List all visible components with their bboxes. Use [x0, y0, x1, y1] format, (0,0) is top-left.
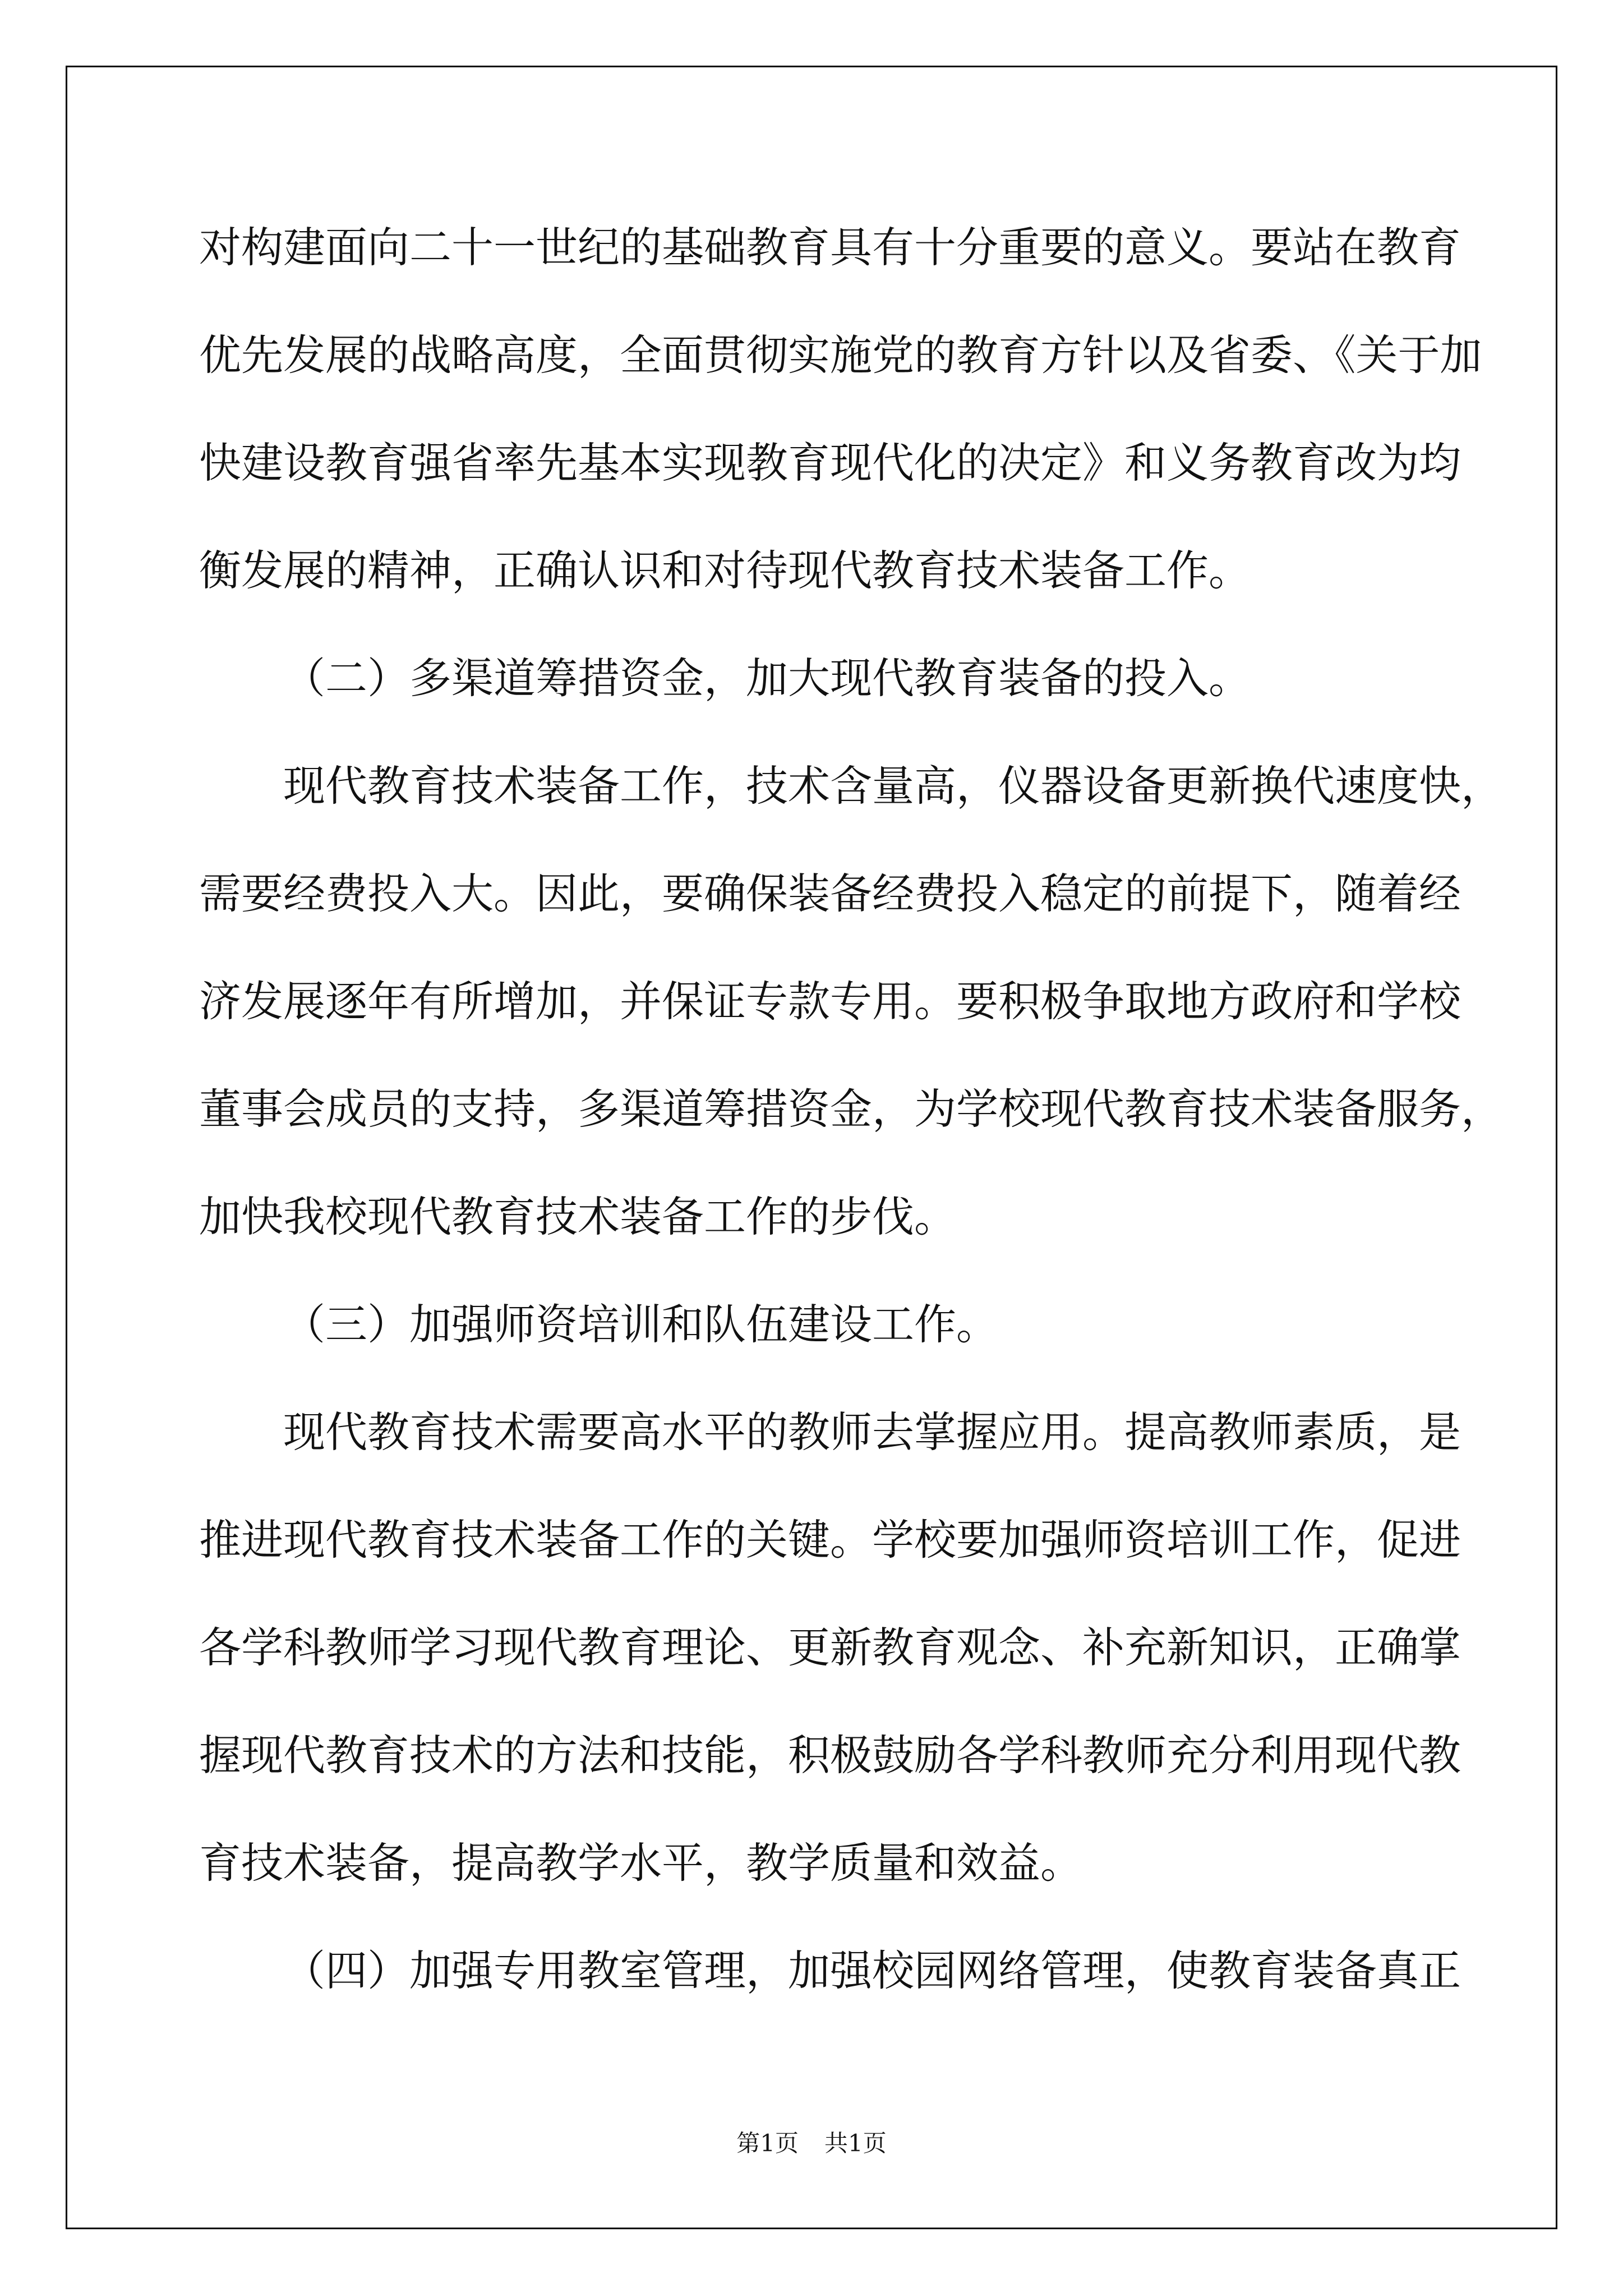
text-line: 握现代教育技术的方法和技能，积极鼓励各学科教师充分利用现代教: [199, 1731, 1461, 1780]
section-heading: （二）多渠道筹措资金，加大现代教育装备的投入。: [283, 654, 1251, 703]
text-line: 济发展逐年有所增加，并保证专款专用。要积极争取地方政府和学校: [199, 977, 1461, 1026]
text-line: 需要经费投入大。因此，要确保装备经费投入稳定的前提下，随着经: [199, 869, 1461, 918]
page-border: [66, 66, 1557, 2229]
text-line: 加快我校现代教育技术装备工作的步伐。: [199, 1192, 957, 1241]
text-line: 对构建面向二十一世纪的基础教育具有十分重要的意义。要站在教育: [199, 223, 1461, 272]
text-line: 快建设教育强省率先基本实现教育现代化的决定》和义务教育改为均: [199, 438, 1461, 487]
text-line: 董事会成员的支持，多渠道筹措资金，为学校现代教育技术装备服务，: [199, 1084, 1504, 1134]
page-footer: [0, 2129, 1623, 2157]
section-heading: （三）加强师资培训和队伍建设工作。: [283, 1300, 999, 1349]
text-line: 优先发展的战略高度，全面贯彻实施党的教育方针以及省委、《关于加: [199, 330, 1482, 380]
text-line: 现代教育技术装备工作，技术含量高，仪器设备更新换代速度快，: [283, 761, 1504, 811]
text-line: 育技术装备，提高教学水平，教学质量和效益。: [199, 1838, 1083, 1888]
page-number: 第1页: [736, 2129, 799, 2157]
text-line: 各学科教师学习现代教育理论、更新教育观念、补充新知识，正确掌: [199, 1623, 1461, 1672]
text-line: 衡发展的精神，正确认识和对待现代教育技术装备工作。: [199, 546, 1251, 595]
text-line: 推进现代教育技术装备工作的关键。学校要加强师资培训工作，促进: [199, 1515, 1461, 1565]
section-heading: （四）加强专用教室管理，加强校园网络管理，使教育装备真正: [283, 1946, 1461, 1995]
text-line: 现代教育技术需要高水平的教师去掌握应用。提高教师素质，是: [283, 1407, 1461, 1457]
page-total: 共1页: [824, 2129, 887, 2157]
